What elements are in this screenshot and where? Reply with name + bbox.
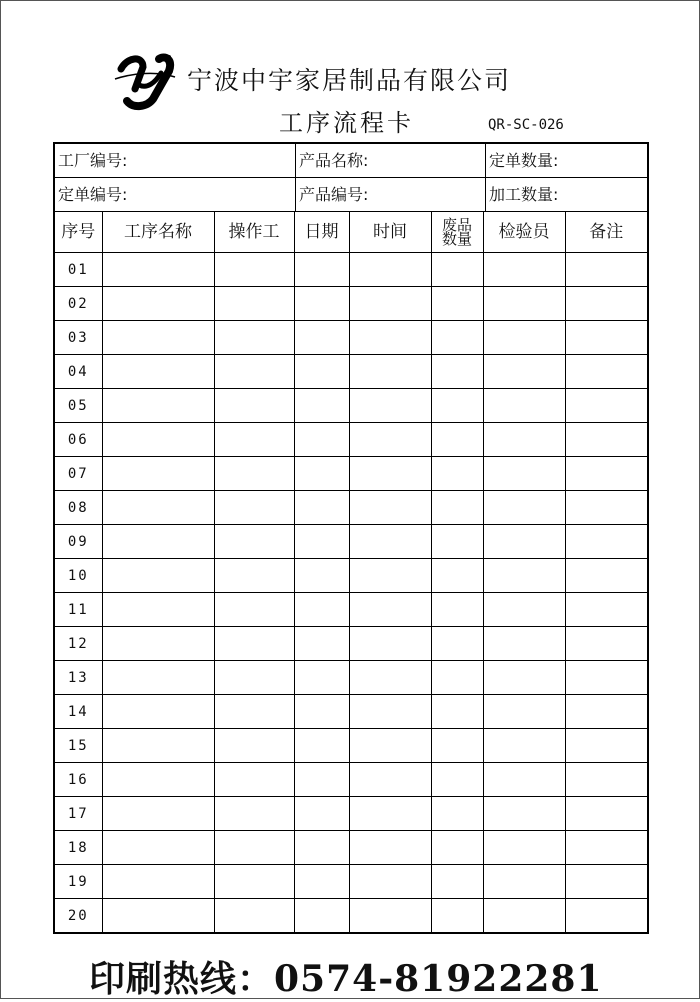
time-cell[interactable]: [349, 423, 431, 457]
operator-cell[interactable]: [214, 865, 294, 899]
info-row-2: [55, 178, 647, 212]
time-cell[interactable]: [349, 593, 431, 627]
process-name-cell[interactable]: [102, 661, 214, 695]
remark-cell[interactable]: [565, 661, 647, 695]
operator-cell[interactable]: [214, 491, 294, 525]
date-cell[interactable]: [294, 287, 349, 321]
scrap-qty-cell[interactable]: [431, 695, 483, 729]
inspector-cell[interactable]: [483, 253, 565, 287]
inspector-cell[interactable]: [483, 865, 565, 899]
inspector-cell[interactable]: [483, 729, 565, 763]
col-date: 日期: [294, 212, 349, 253]
date-cell[interactable]: [294, 559, 349, 593]
remark-cell[interactable]: [565, 831, 647, 865]
date-cell[interactable]: [294, 831, 349, 865]
scrap-qty-cell[interactable]: [431, 899, 483, 933]
table-row: [55, 321, 647, 355]
time-cell[interactable]: [349, 287, 431, 321]
inspector-cell[interactable]: [483, 423, 565, 457]
col-scrap-line2: 数量: [441, 230, 472, 248]
process-name-cell[interactable]: [102, 321, 214, 355]
inspector-cell[interactable]: [483, 355, 565, 389]
company-logo: [113, 49, 179, 111]
row-number: 11: [55, 593, 102, 627]
col-time: 时间: [349, 212, 431, 253]
date-cell[interactable]: [294, 253, 349, 287]
scrap-qty-cell[interactable]: [431, 253, 483, 287]
operator-cell[interactable]: [214, 525, 294, 559]
table-row: [55, 457, 647, 491]
date-cell[interactable]: [294, 661, 349, 695]
operator-cell[interactable]: [214, 423, 294, 457]
inspector-cell[interactable]: [483, 525, 565, 559]
scrap-qty-cell[interactable]: [431, 457, 483, 491]
table-row: [55, 355, 647, 389]
date-cell[interactable]: [294, 729, 349, 763]
table-row: [55, 287, 647, 321]
scrap-qty-cell[interactable]: [431, 865, 483, 899]
date-cell[interactable]: [294, 797, 349, 831]
process-name-cell[interactable]: [102, 865, 214, 899]
operator-cell[interactable]: [214, 457, 294, 491]
row-number: 05: [55, 389, 102, 423]
operator-cell[interactable]: [214, 729, 294, 763]
inspector-cell[interactable]: [483, 797, 565, 831]
scrap-qty-cell[interactable]: [431, 729, 483, 763]
col-process-name: 工序名称: [102, 212, 214, 253]
date-cell[interactable]: [294, 389, 349, 423]
remark-cell[interactable]: [565, 627, 647, 661]
col-inspector: 检验员: [483, 212, 565, 253]
table-row: [55, 899, 647, 933]
operator-cell[interactable]: [214, 695, 294, 729]
process-name-cell[interactable]: [102, 729, 214, 763]
time-cell[interactable]: [349, 457, 431, 491]
time-cell[interactable]: [349, 865, 431, 899]
date-cell[interactable]: [294, 491, 349, 525]
remark-cell[interactable]: [565, 423, 647, 457]
inspector-cell[interactable]: [483, 321, 565, 355]
remark-cell[interactable]: [565, 593, 647, 627]
date-cell[interactable]: [294, 457, 349, 491]
remark-cell[interactable]: [565, 491, 647, 525]
remark-cell[interactable]: [565, 695, 647, 729]
remark-cell[interactable]: [565, 253, 647, 287]
remark-cell[interactable]: [565, 321, 647, 355]
process-name-cell[interactable]: [102, 355, 214, 389]
process-name-cell[interactable]: [102, 899, 214, 933]
scrap-qty-cell[interactable]: [431, 491, 483, 525]
table-row: [55, 559, 647, 593]
remark-cell[interactable]: [565, 797, 647, 831]
table-row: [55, 525, 647, 559]
remark-cell[interactable]: [565, 729, 647, 763]
process-name-cell[interactable]: [102, 389, 214, 423]
date-cell[interactable]: [294, 355, 349, 389]
row-number: 18: [55, 831, 102, 865]
process-name-cell[interactable]: [102, 287, 214, 321]
process-name-cell[interactable]: [102, 423, 214, 457]
time-cell[interactable]: [349, 899, 431, 933]
inspector-cell[interactable]: [483, 695, 565, 729]
remark-cell[interactable]: [565, 559, 647, 593]
operator-cell[interactable]: [214, 593, 294, 627]
process-grid: [55, 212, 647, 932]
row-number: 02: [55, 287, 102, 321]
process-name-cell[interactable]: [102, 627, 214, 661]
info-row-1: [55, 144, 647, 178]
printing-hotline: 印刷热线：0574-81922281: [89, 958, 603, 1000]
process-name-cell[interactable]: [102, 763, 214, 797]
col-seq: 序号: [55, 212, 102, 253]
time-cell[interactable]: [349, 831, 431, 865]
inspector-cell[interactable]: [483, 389, 565, 423]
row-number: 07: [55, 457, 102, 491]
time-cell[interactable]: [349, 763, 431, 797]
col-remark: 备注: [565, 212, 647, 253]
process-name-cell[interactable]: [102, 831, 214, 865]
table-row: [55, 389, 647, 423]
remark-cell[interactable]: [565, 865, 647, 899]
form-title: 工序流程卡: [279, 109, 414, 137]
col-operator: 操作工: [214, 212, 294, 253]
scrap-qty-cell[interactable]: [431, 559, 483, 593]
operator-cell[interactable]: [214, 627, 294, 661]
time-cell[interactable]: [349, 321, 431, 355]
scrap-qty-cell[interactable]: [431, 661, 483, 695]
scrap-qty-cell[interactable]: [431, 593, 483, 627]
col-scrap-qty: [431, 212, 483, 253]
process-table: [53, 142, 649, 934]
scrap-qty-cell[interactable]: [431, 525, 483, 559]
process-qty-field[interactable]: 加工数量:: [485, 178, 647, 211]
factory-no-field[interactable]: 工厂编号:: [58, 151, 128, 170]
date-cell[interactable]: [294, 593, 349, 627]
time-cell[interactable]: [349, 389, 431, 423]
table-row: [55, 797, 647, 831]
scrap-qty-cell[interactable]: [431, 831, 483, 865]
scrap-qty-cell[interactable]: [431, 389, 483, 423]
operator-cell[interactable]: [214, 661, 294, 695]
scrap-qty-cell[interactable]: [431, 423, 483, 457]
process-name-cell[interactable]: [102, 525, 214, 559]
inspector-cell[interactable]: [483, 763, 565, 797]
operator-cell[interactable]: [214, 389, 294, 423]
process-name-cell[interactable]: [102, 253, 214, 287]
time-cell[interactable]: [349, 559, 431, 593]
remark-cell[interactable]: [565, 525, 647, 559]
time-cell[interactable]: [349, 729, 431, 763]
table-row: [55, 763, 647, 797]
remark-cell[interactable]: [565, 899, 647, 933]
scrap-qty-cell[interactable]: [431, 627, 483, 661]
operator-cell[interactable]: [214, 763, 294, 797]
date-cell[interactable]: [294, 423, 349, 457]
inspector-cell[interactable]: [483, 661, 565, 695]
table-row: [55, 253, 647, 287]
operator-cell[interactable]: [214, 797, 294, 831]
date-cell[interactable]: [294, 865, 349, 899]
remark-cell[interactable]: [565, 457, 647, 491]
row-number: 09: [55, 525, 102, 559]
row-number: 03: [55, 321, 102, 355]
time-cell[interactable]: [349, 355, 431, 389]
row-number: 19: [55, 865, 102, 899]
time-cell[interactable]: [349, 525, 431, 559]
operator-cell[interactable]: [214, 321, 294, 355]
row-number: 13: [55, 661, 102, 695]
row-number: 12: [55, 627, 102, 661]
inspector-cell[interactable]: [483, 559, 565, 593]
table-row: [55, 627, 647, 661]
scrap-qty-cell[interactable]: [431, 287, 483, 321]
operator-cell[interactable]: [214, 559, 294, 593]
row-number: 01: [55, 253, 102, 287]
operator-cell[interactable]: [214, 287, 294, 321]
inspector-cell[interactable]: [483, 593, 565, 627]
product-name-field[interactable]: 产品名称:: [295, 144, 485, 177]
inspector-cell[interactable]: [483, 491, 565, 525]
scrap-qty-cell[interactable]: [431, 355, 483, 389]
table-row: [55, 593, 647, 627]
company-name: 宁波中宇家居制品有限公司: [187, 66, 512, 95]
date-cell[interactable]: [294, 321, 349, 355]
process-name-cell[interactable]: [102, 695, 214, 729]
row-number: 17: [55, 797, 102, 831]
inspector-cell[interactable]: [483, 831, 565, 865]
order-qty-field[interactable]: 定单数量:: [485, 144, 647, 177]
time-cell[interactable]: [349, 627, 431, 661]
col-scrap-line1: 废品: [441, 216, 472, 234]
time-cell[interactable]: [349, 695, 431, 729]
table-row: [55, 695, 647, 729]
form-code: QR-SC-026: [488, 117, 564, 133]
product-no-field[interactable]: 产品编号:: [295, 178, 485, 211]
scrap-qty-cell[interactable]: [431, 797, 483, 831]
operator-cell[interactable]: [214, 355, 294, 389]
time-cell[interactable]: [349, 253, 431, 287]
table-row: [55, 865, 647, 899]
process-name-cell[interactable]: [102, 559, 214, 593]
operator-cell[interactable]: [214, 253, 294, 287]
process-name-cell[interactable]: [102, 491, 214, 525]
row-number: 20: [55, 899, 102, 933]
inspector-cell[interactable]: [483, 627, 565, 661]
table-row: [55, 661, 647, 695]
remark-cell[interactable]: [565, 389, 647, 423]
row-number: 08: [55, 491, 102, 525]
row-number: 14: [55, 695, 102, 729]
date-cell[interactable]: [294, 627, 349, 661]
remark-cell[interactable]: [565, 287, 647, 321]
process-name-cell[interactable]: [102, 797, 214, 831]
row-number: 04: [55, 355, 102, 389]
row-number: 15: [55, 729, 102, 763]
order-no-field[interactable]: 定单编号:: [58, 185, 128, 204]
inspector-cell[interactable]: [483, 899, 565, 933]
time-cell[interactable]: [349, 491, 431, 525]
row-number: 16: [55, 763, 102, 797]
date-cell[interactable]: [294, 525, 349, 559]
table-row: [55, 423, 647, 457]
remark-cell[interactable]: [565, 355, 647, 389]
process-name-cell[interactable]: [102, 593, 214, 627]
time-cell[interactable]: [349, 797, 431, 831]
row-number: 06: [55, 423, 102, 457]
scrap-qty-cell[interactable]: [431, 321, 483, 355]
row-number: 10: [55, 559, 102, 593]
inspector-cell[interactable]: [483, 287, 565, 321]
process-name-cell[interactable]: [102, 457, 214, 491]
operator-cell[interactable]: [214, 831, 294, 865]
date-cell[interactable]: [294, 899, 349, 933]
time-cell[interactable]: [349, 661, 431, 695]
date-cell[interactable]: [294, 763, 349, 797]
table-row: [55, 729, 647, 763]
operator-cell[interactable]: [214, 899, 294, 933]
table-row: [55, 491, 647, 525]
column-header-row: [55, 212, 647, 253]
date-cell[interactable]: [294, 695, 349, 729]
scrap-qty-cell[interactable]: [431, 763, 483, 797]
inspector-cell[interactable]: [483, 457, 565, 491]
table-row: [55, 831, 647, 865]
remark-cell[interactable]: [565, 763, 647, 797]
